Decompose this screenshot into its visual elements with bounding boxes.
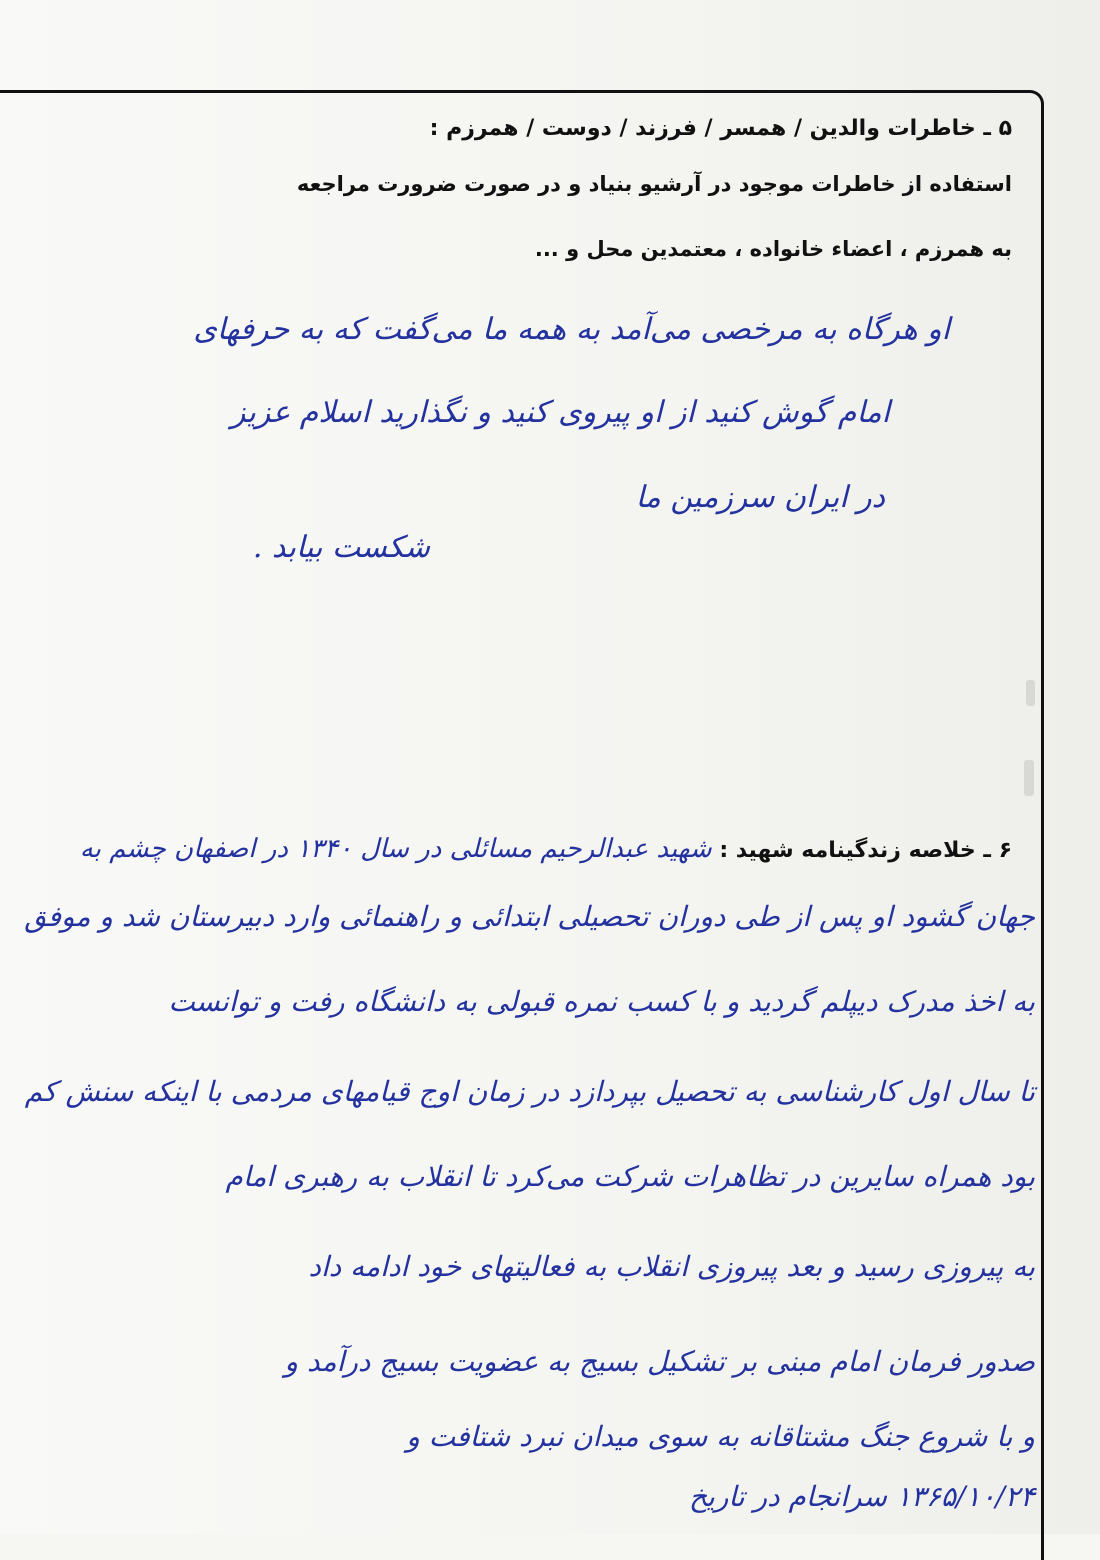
section5-instruction: استفاده از خاطرات موجود در آرشیو بنیاد و در صورت ضرورت مراجعه [296,172,1012,196]
section6-heading [80,834,1012,865]
handwritten-line: تا سال اول کارشناسی به تحصیل بپردازد در زمان اوج قیامهای مردمی با اینکه سنش کم [24,1075,1035,1108]
handwritten-line: در ایران سرزمین ما [635,480,885,515]
handwritten-line: به اخذ مدرک دیپلم گردید و با کسب نمره قبولی به دانشگاه رفت و توانست [168,985,1035,1018]
handwritten-line: شکست بیابد . [252,530,430,565]
section5-instruction: به همرزم ، اعضاء خانواده ، معتمدین محل و ... [534,237,1012,261]
handwritten-inline: شهید عبدالرحیم مسائلی در سال ۱۳۴۰ در اصفهان چشم به [79,834,712,864]
handwritten-line: بود همراه سایرین در تظاهرات شرکت می‌کرد تا انقلاب به رهبری امام [225,1160,1035,1193]
form-border [0,90,1044,1560]
section6-heading-label: ۶ ـ خلاصه زندگینامه شهید : [719,838,1012,863]
handwritten-line: او هرگاه به مرخصی می‌آمد به همه ما می‌گفت که به حرفهای [193,312,950,347]
handwritten-line: جهان گشود او پس از طی دوران تحصیلی ابتدائی و راهنمائی وارد دبیرستان شد و موفق [24,900,1035,933]
handwritten-line: ۱۳۶۵/۱۰/۲۴ سرانجام در تاریخ [688,1480,1035,1513]
handwritten-line: امام گوش کنید از او پیروی کنید و نگذارید اسلام عزیز [230,395,890,430]
handwritten-line: صدور فرمان امام مبنی بر تشکیل بسیج به عضویت بسیج درآمد و [284,1345,1035,1378]
section5-heading: ۵ ـ خاطرات والدین / همسر / فرزند / دوست / همرزم : [429,116,1012,141]
handwritten-line: به پیروزی رسید و بعد پیروزی انقلاب به فعالیتهای خود ادامه داد [308,1250,1035,1283]
handwritten-line: و با شروع جنگ مشتاقانه به سوی میدان نبرد شتافت و [406,1420,1035,1453]
